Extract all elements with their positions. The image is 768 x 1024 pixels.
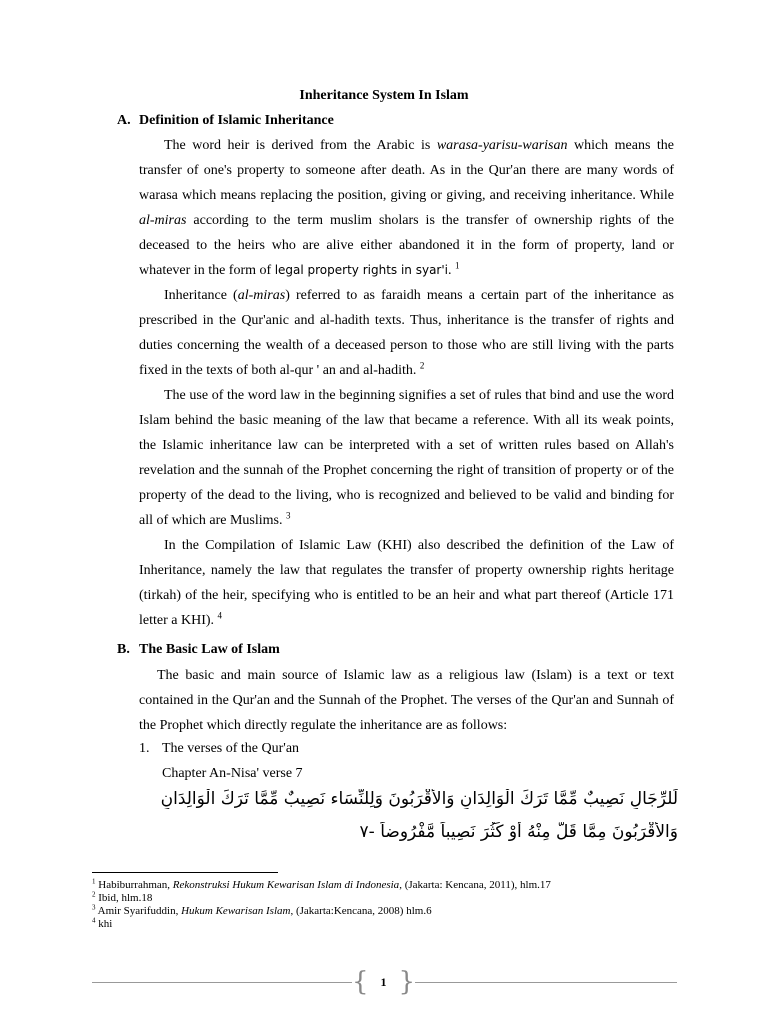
footnote-1: $^1$ Habiburrahman, Rekonstruksi Hukum Kewarisan Islam di Indonesia, (Jakarta: Kencana, 2011), hlm.17 — [92, 877, 551, 891]
section-b-title: The Basic Law of Islam — [139, 642, 280, 657]
page-number-box — [351, 967, 416, 997]
footer-rule-right — [415, 982, 677, 983]
footnote-ref-3[interactable]: 3 — [285, 510, 291, 521]
paragraph-b1: The basic and main source of Islamic law as a religious law (Islam) is a text or text contained in the Qur'an and the Sunnah of the Prophet. The verses of the Qur'an and Sunnah of the Prophet which directly regulate the inheritance are as follows: — [139, 668, 674, 733]
legal-term: legal property rights in syar'i — [274, 263, 448, 277]
section-b-heading — [117, 642, 280, 658]
paragraph-a3: The use of the word law in the beginning signifies a set of rules that bind and use the word Islam behind the basic meaning of the law that became a reference. With all its weak points, the Islamic inheritance law can be interpreted with a set of written rules based on Allah's revelation and the sunnah of the Prophet concerning the right of transition of property or of the property of the dead to the living, who is recognized and believed to be valid and binding for all of which are Muslims. $^3$ — [139, 388, 674, 528]
list-item-quran-verses: 1. The verses of the Qur'an — [139, 741, 300, 756]
arabic-verse-line-1: لِّلرِّجَالِ نَصِيبٌ مِّمَّا تَرَكَ الْوَالِدَانِ وَالأَقْرَبُونَ وَلِلنِّسَاء نَصِيبٌ مِّمَّا تَرَكَ الْوَالِدَانِ — [160, 789, 678, 809]
chapter-label: Chapter An-Nisa' verse 7 — [162, 766, 303, 781]
footer-rule-left — [92, 982, 352, 983]
section-b-marker: B. — [117, 642, 130, 657]
paragraph-a2: Inheritance (al-miras) referred to as faraidh means a certain part of the inheritance as prescribed in the Qur'anic and al-hadith texts. Thus, inheritance is the transfer of rights and duties concerning the wealth of a deceased person to those who are still living with the parts fixed in the texts of both al-qur ' an and al-hadith. $^2$ — [139, 288, 675, 378]
footnote-4: $^4$ khi — [92, 916, 113, 930]
footnote-ref-2[interactable]: 2 — [419, 360, 425, 371]
footnote-2: $^2$ Ibid, hlm.18 — [92, 890, 153, 904]
section-b-body — [139, 663, 674, 738]
section-a-title: Definition of Islamic Inheritance — [139, 113, 334, 128]
section-a-marker: A. — [117, 113, 131, 128]
left-brace-icon: { — [351, 967, 369, 997]
paragraph-a4: In the Compilation of Islamic Law (KHI) also described the definition of the Law of Inheritance, namely the law that regulates the transfer of property ownership rights heritage (tirkah) of the heir, specifying who is entitled to be an heir and what part thereof (Article 171 letter a KHI). $^4$ — [139, 538, 674, 628]
right-brace-icon: } — [398, 967, 416, 997]
footnote-3: $^3$ Amir Syarifuddin, Hukum Kewarisan Islam, (Jakarta:Kencana, 2008) hlm.6 — [92, 903, 432, 917]
footnotes — [92, 879, 692, 931]
arabic-verse-line-2: وَالأَقْرَبُونَ مِمَّا قَلَّ مِنْهُ أَوْ كَثُرَ نَصِيباً مَّفْرُوضاً -٧ — [359, 822, 678, 842]
footnote-ref-4[interactable]: 4 — [217, 610, 223, 621]
footnote-separator — [92, 872, 278, 873]
section-a-heading — [117, 113, 334, 129]
section-a-body — [139, 133, 674, 633]
footnote-ref-1[interactable]: 1 — [455, 260, 460, 271]
paragraph-a1: The word heir is derived from the Arabic is warasa-yarisu-warisan which means the transfer of one's property to someone after death. As in the Qur'an there are many words of warasa which means replacing the position, giving or giving, and receiving inheritance. While al-miras according to the term muslim sholars is the transfer of ownership rights of the deceased to the heirs who are alive either abandoned it in the form of property, land or whatever in the form of legal property rights in syar'i. $^1$ — [139, 138, 674, 278]
page-number: 1 — [380, 974, 387, 989]
document-title: Inheritance System In Islam — [299, 88, 469, 103]
